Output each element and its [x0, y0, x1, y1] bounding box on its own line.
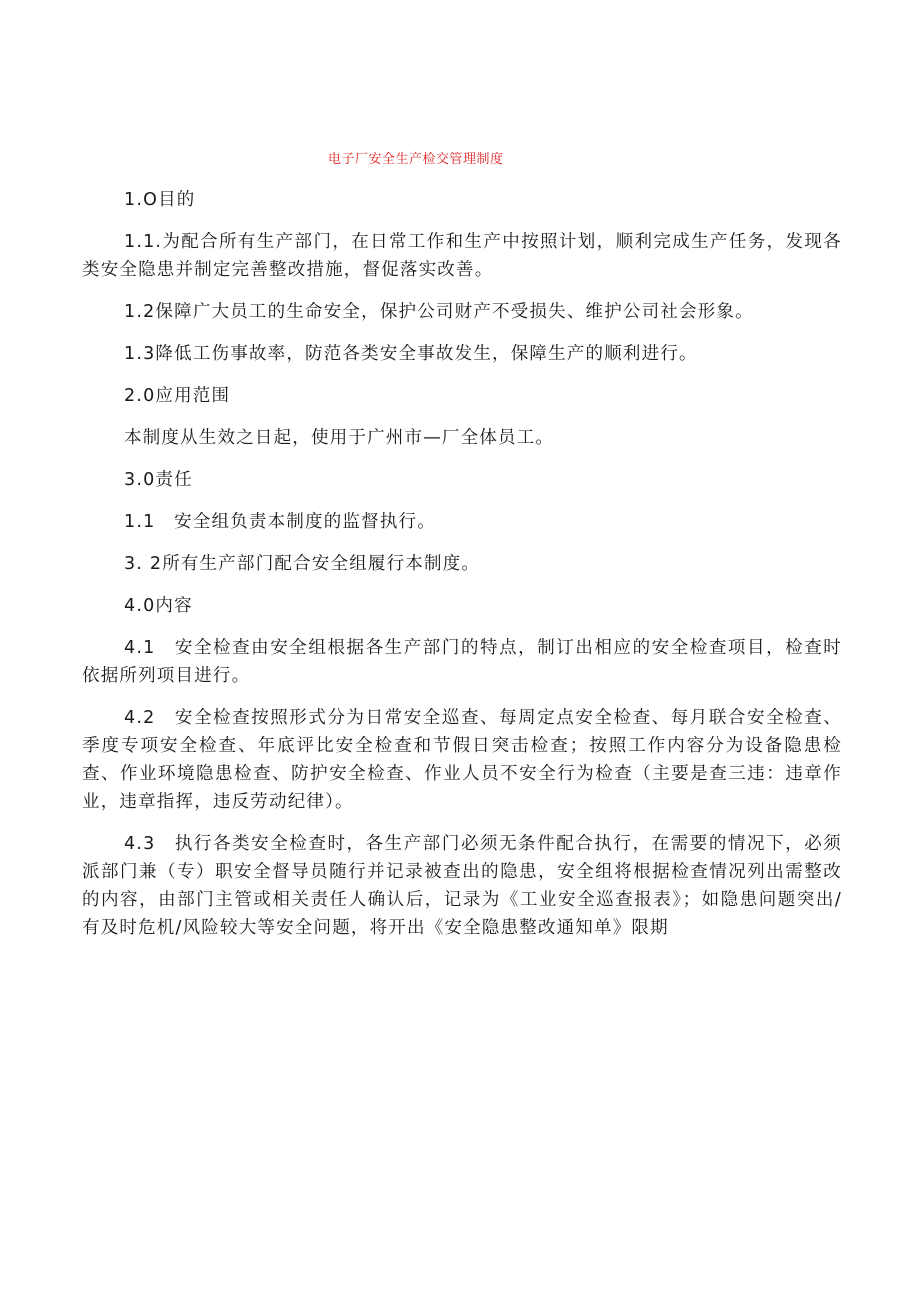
- section-heading-scope: 2.0应用范围: [124, 386, 231, 406]
- paragraph-1-1: 1.1.为配合所有生产部门，在日常工作和生产中按照计划，顺利完成生产任务，发现各类安全隐患并制定完善整改措施，督促落实改善。: [82, 232, 842, 280]
- paragraph-3-1: 1.1 安全组负责本制度的监督执行。: [124, 512, 436, 532]
- paragraph-scope: 本制度从生效之日起，使用于广州市—厂全体员工。: [124, 428, 555, 448]
- section-heading-responsibility: 3.0责任: [124, 470, 193, 490]
- paragraph-3-2: 3. 2所有生产部门配合安全组履行本制度。: [124, 554, 481, 574]
- document-title: 电子厂安全生产检交管理制度: [328, 152, 504, 167]
- paragraph-1-2: 1.2保障广大员工的生命安全，保护公司财产不受损失、维护公司社会形象。: [124, 302, 754, 322]
- section-heading-purpose: 1.O目的: [124, 190, 196, 210]
- document-body: [82, 186, 842, 956]
- paragraph-4-3: 4.3 执行各类安全检查时，各生产部门必须无条件配合执行，在需要的情况下，必须派部门兼（专）职安全督导员随行并记录被查出的隐患，安全组将根据检查情况列出需整改的内容，由部门主管或相关责任人确认后，记录为《工业安全巡查报表》；如隐患问题突出/有及时危机/风险较大等安全问题，将开出《安全隐患整改通知单》限期: [82, 834, 842, 938]
- paragraph-1-3: 1.3降低工伤事故率，防范各类安全事故发生，保障生产的顺利进行。: [124, 344, 698, 364]
- paragraph-4-2: 4.2 安全检查按照形式分为日常安全巡查、每周定点安全检查、每月联合安全检查、季度专项安全检查、年底评比安全检查和节假日突击检查；按照工作内容分为设备隐患检查、作业环境隐患检查、防护安全检查、作业人员不安全行为检查（主要是查三违：违章作业，违章指挥，违反劳动纪律）。: [82, 708, 842, 812]
- paragraph-4-1: 4.1 安全检查由安全组根据各生产部门的特点，制订出相应的安全检查项目，检查时依据所列项目进行。: [82, 638, 842, 686]
- section-heading-content: 4.0内容: [124, 596, 193, 616]
